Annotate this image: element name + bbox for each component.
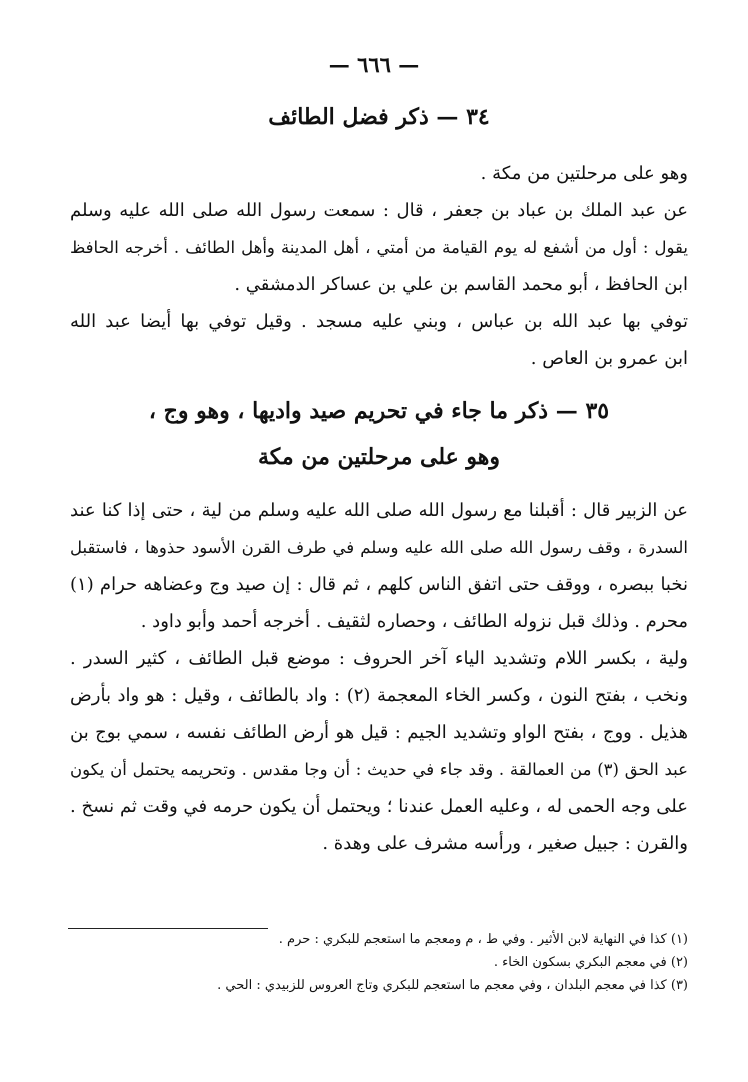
section-35-line-7: هذيل . ووج ، بفتح الواو وتشديد الجيم : قيل هو أرض الطائف نفسه ، سمي بوج بن (70, 722, 688, 743)
footnote-3: (٣) كذا في معجم البلدان ، وفي معجم ما استعجم للبكري وتاج العروس للزبيدي : الحي . (217, 978, 688, 993)
footnotes (100, 928, 688, 997)
section-35-line-1: عن الزبير قال : أقبلنا مع رسول الله صلى الله عليه وسلم من لية ، حتى إذا كنا عند (70, 500, 688, 521)
section-35-body (70, 492, 688, 862)
section-35-line-10: والقرن : جبيل صغير ، ورأسه مشرف على وهدة . (322, 833, 688, 854)
footnote-2: (٢) في معجم البكري بسكون الخاء . (493, 955, 688, 970)
page-number: — ٦٦٦ — (328, 52, 420, 77)
section-34-line-3: يقول : أول من أشفع له يوم القيامة من أمتي ، أهل المدينة وأهل الطائف . أخرجه الحافظ (70, 238, 688, 257)
section-35-title-line-2: وهو على مرحلتين من مكة (257, 444, 501, 470)
section-35-line-4: محرم . وذلك قبل نزوله الطائف ، وحصاره لثقيف . أخرجه أحمد وأبو داود . (140, 611, 688, 632)
footnote-1: (١) كذا في النهاية لابن الأثير . وفي ط ، م ومعجم ما استعجم للبكري : حرم . (278, 932, 688, 947)
section-35-line-5: ولية ، بكسر اللام وتشديد الياء آخر الحروف : موضع قبل الطائف ، كثير السدر . (70, 648, 688, 669)
section-34-line-4: ابن الحافظ ، أبو محمد القاسم بن علي بن عساكر الدمشقي . (234, 274, 688, 295)
section-34-line-6: ابن عمرو بن العاص . (530, 348, 688, 369)
section-35-line-3: نخبا ببصره ، ووقف حتى اتفق الناس كلهم ، ثم قال : إن صيد وج وعضاهه حرام (١) (70, 574, 688, 595)
section-35-line-6: ونخب ، بفتح النون ، وكسر الخاء المعجمة (٢) : واد بالطائف ، وقيل : هو واد بأرض (70, 685, 688, 706)
section-35-line-8: عبد الحق (٣) من العمالقة . وقد جاء في حديث : أن وجا مقدس . وتحريمه يحتمل أن يكون (70, 760, 688, 779)
section-34-line-5: توفي بها عبد الله بن عباس ، وبني عليه مسجد . وقيل توفي بها أيضا عبد الله (70, 311, 688, 332)
section-34-line-2: عن عبد الملك بن عباد بن جعفر ، قال : سمعت رسول الله صلى الله عليه وسلم (70, 200, 688, 221)
section-34-title: ٣٤ — ذكر فضل الطائف (268, 104, 490, 130)
section-34-line-1: وهو على مرحلتين من مكة . (480, 163, 688, 184)
section-34-body (70, 155, 688, 377)
section-35-line-2: السدرة ، وقف رسول الله صلى الله عليه وسلم في طرف القرن الأسود حذوها ، فاستقبل (70, 538, 688, 557)
section-35-title-line-1: ٣٥ — ذكر ما جاء في تحريم صيد واديها ، وهو وج ، (148, 398, 610, 424)
section-35-line-9: على وجه الحمى له ، وعليه العمل عندنا ؛ ويحتمل أن يكون حرمه في وقت ثم نسخ . (70, 796, 688, 817)
